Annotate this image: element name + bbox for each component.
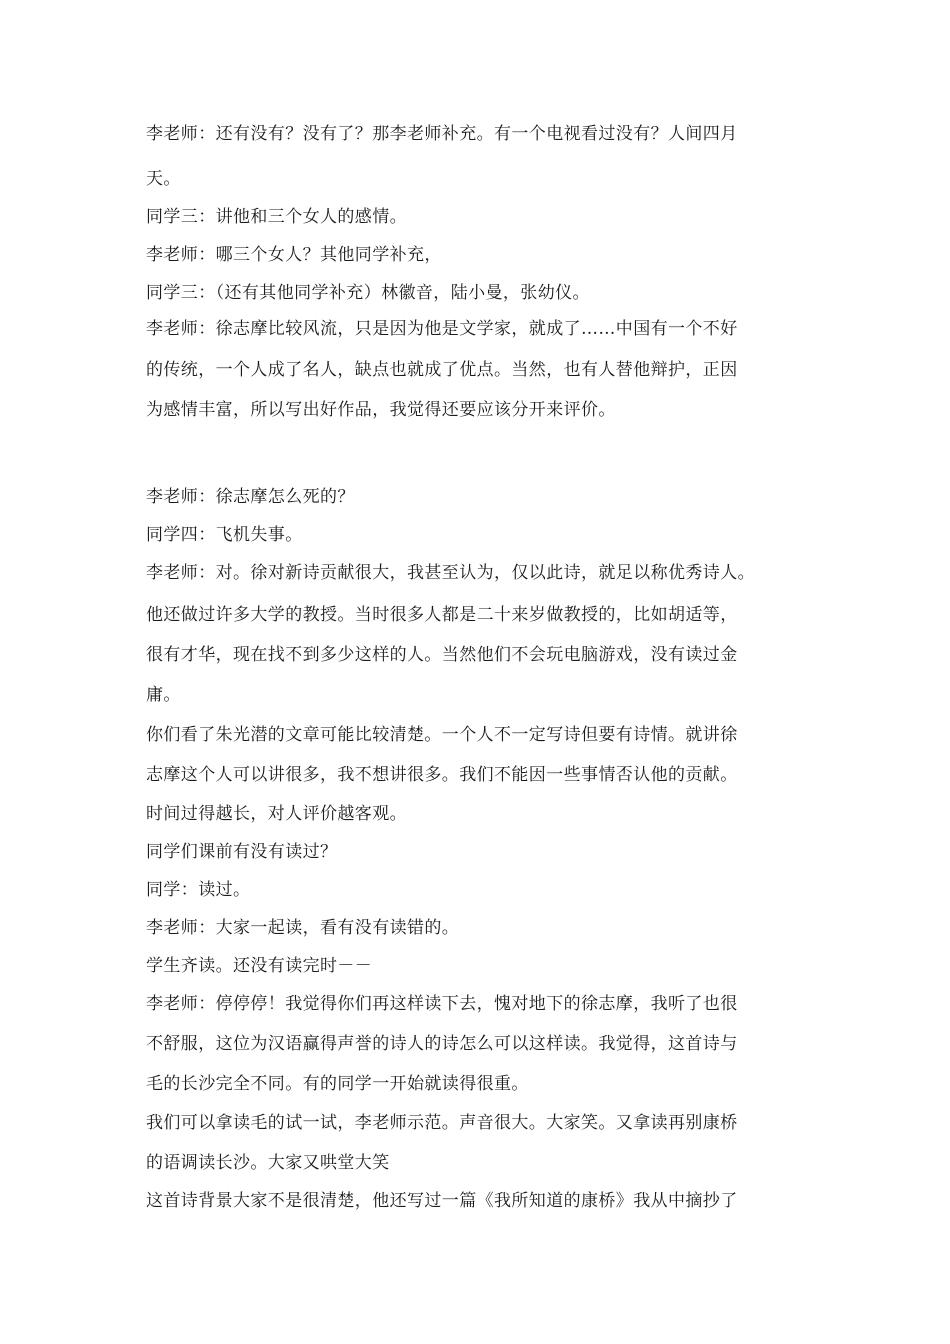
text-line: 李老师：还有没有？没有了？那李老师补充。有一个电视看过没有？人间四月 [146, 124, 738, 144]
text-line: 庸。 [146, 685, 181, 705]
text-line: 他还做过许多大学的教授。当时很多人都是二十来岁做教授的，比如胡适等， [146, 605, 738, 625]
text-line: 这首诗背景大家不是很清楚，他还写过一篇《我所知道的康桥》我从中摘抄了 [146, 1191, 738, 1211]
text-line: 同学四：飞机失事。 [146, 525, 303, 545]
text-line: 同学们课前有没有读过？ [146, 842, 338, 862]
text-line: 李老师：徐志摩怎么死的？ [146, 487, 355, 507]
text-line: 同学三：讲他和三个女人的感情。 [146, 207, 407, 227]
text-line: 李老师：停停停！我觉得你们再这样读下去，愧对地下的徐志摩，我听了也很 [146, 994, 738, 1014]
text-line: 李老师：徐志摩比较风流，只是因为他是文学家，就成了……中国有一个不好 [146, 319, 738, 339]
text-line: 的传统，一个人成了名人，缺点也就成了优点。当然，也有人替他辩护，正因 [146, 360, 738, 380]
text-line: 时间过得越长，对人评价越客观。 [146, 804, 407, 824]
text-line: 李老师：对。徐对新诗贡献很大，我甚至认为，仅以此诗，就足以称优秀诗人。 [146, 563, 755, 583]
text-line: 毛的长沙完全不同。有的同学一开始就读得很重。 [146, 1074, 529, 1094]
text-line: 同学三：（还有其他同学补充）林徽音，陆小曼，张幼仪。 [146, 283, 590, 303]
text-line: 很有才华，现在找不到多少这样的人。当然他们不会玩电脑游戏，没有读过金 [146, 645, 738, 665]
text-line: 李老师：哪三个女人？其他同学补充， [146, 245, 442, 265]
text-line: 的语调读长沙。大家又哄堂大笑 [146, 1153, 390, 1173]
text-line: 我们可以拿读毛的试一试，李老师示范。声音很大。大家笑。又拿读再别康桥 [146, 1113, 738, 1133]
text-line: 你们看了朱光潜的文章可能比较清楚。一个人不一定写诗但要有诗情。就讲徐 [146, 725, 738, 745]
text-line: 志摩这个人可以讲很多，我不想讲很多。我们不能因一些事情否认他的贡献。 [146, 765, 738, 785]
text-line: 李老师：大家一起读，看有没有读错的。 [146, 918, 460, 938]
text-line: 同学：读过。 [146, 880, 251, 900]
text-line: 不舒服，这位为汉语赢得声誉的诗人的诗怎么可以这样读。我觉得，这首诗与 [146, 1034, 738, 1054]
text-line: 天。 [146, 169, 181, 189]
text-line: 学生齐读。还没有读完时－－ [146, 956, 373, 976]
text-line: 为感情丰富，所以写出好作品，我觉得还要应该分开来评价。 [146, 400, 616, 420]
